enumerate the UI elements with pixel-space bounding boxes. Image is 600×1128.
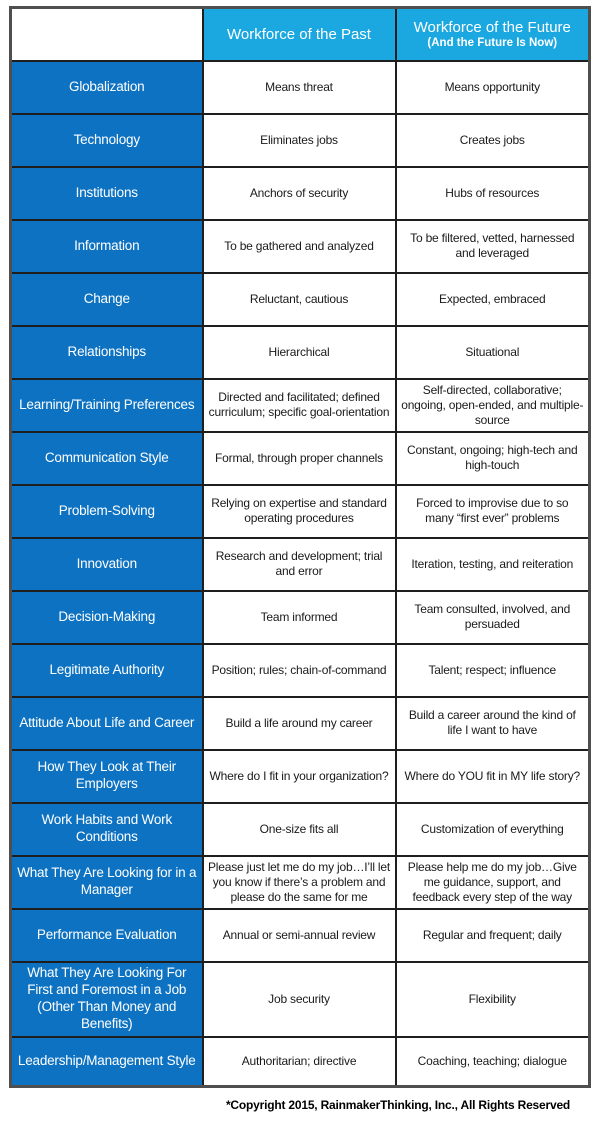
row-header-cell: Globalization [11,61,203,114]
table-body [11,61,590,1087]
past-cell: Job security [203,962,396,1037]
row-header-cell: Communication Style [11,432,203,485]
table-row [11,803,590,856]
past-cell: Where do I fit in your organization? [203,750,396,803]
table-row [11,962,590,1037]
future-cell: Flexibility [396,962,590,1037]
copyright-note: *Copyright 2015, RainmakerThinking, Inc., All Rights Reserved [225,1098,571,1112]
header-row [11,8,590,61]
column-header-future [396,8,590,61]
past-cell: Authoritarian; directive [203,1037,396,1087]
table-row [11,167,590,220]
column-header-past-label: Workforce of the Past [227,25,371,43]
future-cell: Coaching, teaching; dialogue [396,1037,590,1087]
past-cell: To be gathered and analyzed [203,220,396,273]
future-cell: Self-directed, collaborative; ongoing, open-ended, and multiple-source [396,379,590,432]
future-cell: Build a career around the kind of life I want to have [396,697,590,750]
row-header-cell: Institutions [11,167,203,220]
future-cell: To be filtered, vetted, harnessed and leveraged [396,220,590,273]
future-cell: Situational [396,326,590,379]
table-row [11,379,590,432]
past-cell: Eliminates jobs [203,114,396,167]
column-header-future-subtitle: (And the Future Is Now) [427,37,558,50]
table-row [11,220,590,273]
past-cell: One-size fits all [203,803,396,856]
table-row [11,538,590,591]
column-header-future-title: Workforce of the Future [413,19,571,37]
future-cell: Means opportunity [396,61,590,114]
row-header-cell: What They Are Looking For First and Foremost in a Job (Other Than Money and Benefits) [11,962,203,1037]
table-row [11,326,590,379]
table-row [11,114,590,167]
past-cell: Reluctant, cautious [203,273,396,326]
table-row [11,432,590,485]
past-cell: Directed and facilitated; defined curriculum; specific goal-orientation [203,379,396,432]
table-row [11,909,590,962]
row-header-cell: What They Are Looking for in a Manager [11,856,203,909]
row-header-cell: Legitimate Authority [11,644,203,697]
table-row [11,61,590,114]
row-header-cell: Technology [11,114,203,167]
past-cell: Build a life around my career [203,697,396,750]
future-cell: Talent; respect; influence [396,644,590,697]
comparison-table [9,6,591,1088]
row-header-cell: Change [11,273,203,326]
future-cell: Please help me do my job…Give me guidance, support, and feedback every step of the way [396,856,590,909]
future-cell: Regular and frequent; daily [396,909,590,962]
row-header-cell: Problem-Solving [11,485,203,538]
past-cell: Annual or semi-annual review [203,909,396,962]
row-header-cell: Innovation [11,538,203,591]
future-cell: Hubs of resources [396,167,590,220]
future-cell: Iteration, testing, and reiteration [396,538,590,591]
future-cell: Expected, embraced [396,273,590,326]
future-cell: Constant, ongoing; high-tech and high-touch [396,432,590,485]
past-cell: Position; rules; chain-of-command [203,644,396,697]
row-header-cell: Performance Evaluation [11,909,203,962]
table-row [11,591,590,644]
future-cell: Where do YOU fit in MY life story? [396,750,590,803]
future-cell: Customization of everything [396,803,590,856]
row-header-cell: Information [11,220,203,273]
row-header-cell: How They Look at Their Employers [11,750,203,803]
table-row [11,644,590,697]
past-cell: Anchors of security [203,167,396,220]
table-row [11,485,590,538]
past-cell: Means threat [203,61,396,114]
past-cell: Please just let me do my job…I’ll let you know if there’s a problem and please do the same for me [203,856,396,909]
past-cell: Relying on expertise and standard operating procedures [203,485,396,538]
future-cell: Forced to improvise due to so many “first ever” problems [396,485,590,538]
row-header-cell: Relationships [11,326,203,379]
row-header-cell: Learning/Training Preferences [11,379,203,432]
row-header-cell: Work Habits and Work Conditions [11,803,203,856]
past-cell: Hierarchical [203,326,396,379]
past-cell: Formal, through proper channels [203,432,396,485]
past-cell: Research and development; trial and error [203,538,396,591]
table-row [11,697,590,750]
row-header-cell: Attitude About Life and Career [11,697,203,750]
table-row [11,750,590,803]
future-cell: Creates jobs [396,114,590,167]
table-row [11,273,590,326]
corner-cell [11,8,203,61]
table-row [11,1037,590,1087]
row-header-cell: Decision-Making [11,591,203,644]
future-cell: Team consulted, involved, and persuaded [396,591,590,644]
table-row [11,856,590,909]
row-header-cell: Leadership/Management Style [11,1037,203,1087]
past-cell: Team informed [203,591,396,644]
column-header-past [203,8,396,61]
